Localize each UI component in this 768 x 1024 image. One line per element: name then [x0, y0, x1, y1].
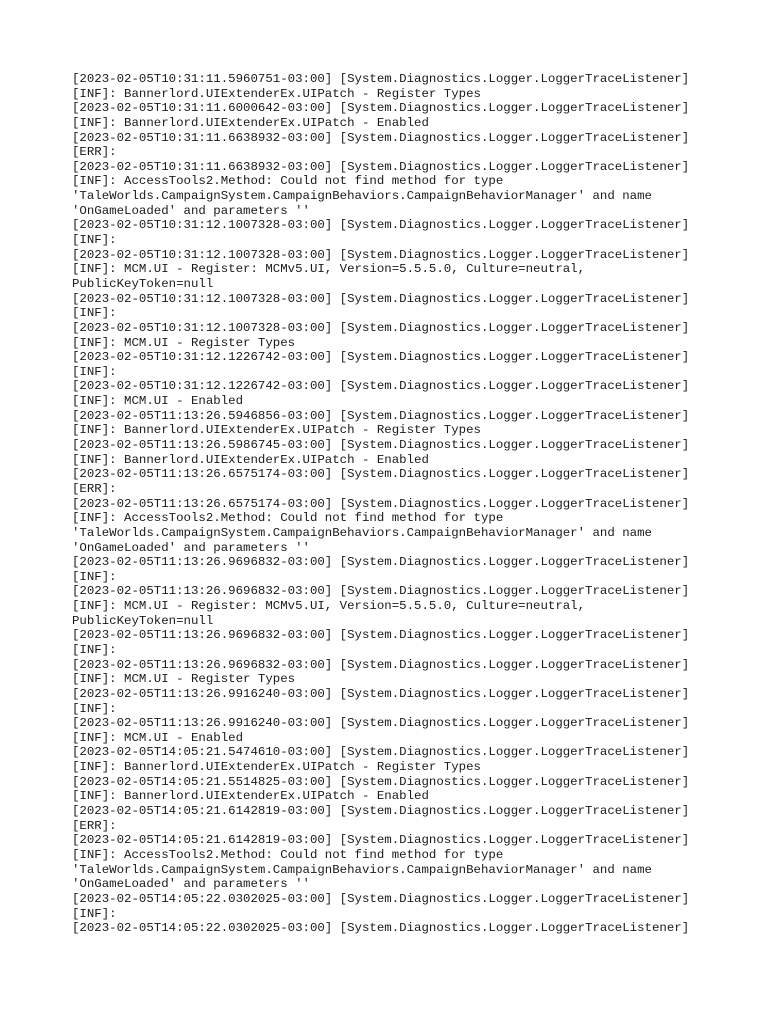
- log-line: [INF]: Bannerlord.UIExtenderEx.UIPatch - Enabled: [72, 789, 429, 804]
- log-line: [2023-02-05T14:05:21.6142819-03:00] [System.Diagnostics.Logger.LoggerTraceListener]: [72, 833, 690, 848]
- log-line: [2023-02-05T11:13:26.6575174-03:00] [System.Diagnostics.Logger.LoggerTraceListener]: [72, 496, 690, 511]
- log-line: [2023-02-05T14:05:21.5514825-03:00] [System.Diagnostics.Logger.LoggerTraceListener]: [72, 774, 690, 789]
- log-line: [ERR]:: [72, 818, 117, 833]
- log-line: [INF]:: [72, 642, 117, 657]
- log-line: [INF]: MCM.UI - Register: MCMv5.UI, Version=5.5.5.0, Culture=neutral,: [72, 262, 586, 277]
- log-body: [72, 72, 762, 936]
- log-line: [2023-02-05T14:05:21.5474610-03:00] [System.Diagnostics.Logger.LoggerTraceListener]: [72, 745, 690, 760]
- log-line: [2023-02-05T10:31:12.1007328-03:00] [System.Diagnostics.Logger.LoggerTraceListener]: [72, 218, 690, 233]
- log-line: [2023-02-05T10:31:12.1226742-03:00] [System.Diagnostics.Logger.LoggerTraceListener]: [72, 350, 690, 365]
- log-line: [INF]:: [72, 364, 117, 379]
- log-line: [2023-02-05T10:31:12.1007328-03:00] [System.Diagnostics.Logger.LoggerTraceListener]: [72, 247, 690, 262]
- log-line: PublicKeyToken=null: [72, 276, 214, 291]
- log-line: [ERR]:: [72, 481, 117, 496]
- log-line: [INF]:: [72, 306, 117, 321]
- log-line: 'TaleWorlds.CampaignSystem.CampaignBehaviors.CampaignBehaviorManager' and name: [72, 189, 652, 204]
- log-line: [INF]: MCM.UI - Enabled: [72, 730, 244, 745]
- log-line: [2023-02-05T14:05:22.0302025-03:00] [System.Diagnostics.Logger.LoggerTraceListener]: [72, 891, 690, 906]
- log-line: [INF]: MCM.UI - Register: MCMv5.UI, Version=5.5.5.0, Culture=neutral,: [72, 599, 586, 614]
- log-line: [2023-02-05T10:31:11.6000642-03:00] [System.Diagnostics.Logger.LoggerTraceListener]: [72, 101, 690, 116]
- log-line: 'OnGameLoaded' and parameters '': [72, 540, 310, 555]
- log-line: 'TaleWorlds.CampaignSystem.CampaignBehaviors.CampaignBehaviorManager' and name: [72, 862, 652, 877]
- log-line: [2023-02-05T10:31:12.1007328-03:00] [System.Diagnostics.Logger.LoggerTraceListener]: [72, 291, 690, 306]
- log-line: [2023-02-05T10:31:11.6638932-03:00] [System.Diagnostics.Logger.LoggerTraceListener]: [72, 159, 690, 174]
- log-line: [INF]: AccessTools2.Method: Could not find method for type: [72, 847, 504, 862]
- log-line: [2023-02-05T11:13:26.9916240-03:00] [System.Diagnostics.Logger.LoggerTraceListener]: [72, 716, 690, 731]
- log-line: [2023-02-05T11:13:26.9696832-03:00] [System.Diagnostics.Logger.LoggerTraceListener]: [72, 628, 690, 643]
- log-line: [INF]:: [72, 906, 117, 921]
- log-line: [INF]: Bannerlord.UIExtenderEx.UIPatch - Enabled: [72, 452, 429, 467]
- log-line: [2023-02-05T11:13:26.9696832-03:00] [System.Diagnostics.Logger.LoggerTraceListener]: [72, 584, 690, 599]
- log-line: [2023-02-05T11:13:26.9696832-03:00] [System.Diagnostics.Logger.LoggerTraceListener]: [72, 555, 690, 570]
- log-line: [INF]: AccessTools2.Method: Could not find method for type: [72, 511, 504, 526]
- log-line: [INF]: Bannerlord.UIExtenderEx.UIPatch - Enabled: [72, 115, 429, 130]
- log-line: [INF]: MCM.UI - Enabled: [72, 394, 244, 409]
- log-line: 'OnGameLoaded' and parameters '': [72, 203, 310, 218]
- log-line: [2023-02-05T10:31:12.1226742-03:00] [System.Diagnostics.Logger.LoggerTraceListener]: [72, 379, 690, 394]
- log-line: [2023-02-05T11:13:26.5946856-03:00] [System.Diagnostics.Logger.LoggerTraceListener]: [72, 408, 690, 423]
- log-line: [2023-02-05T11:13:26.9916240-03:00] [System.Diagnostics.Logger.LoggerTraceListener]: [72, 686, 690, 701]
- log-line: [INF]: Bannerlord.UIExtenderEx.UIPatch - Register Types: [72, 86, 481, 101]
- log-line: [INF]: Bannerlord.UIExtenderEx.UIPatch - Register Types: [72, 760, 481, 775]
- log-line: [2023-02-05T11:13:26.5986745-03:00] [System.Diagnostics.Logger.LoggerTraceListener]: [72, 438, 690, 453]
- log-line: [2023-02-05T11:13:26.9696832-03:00] [System.Diagnostics.Logger.LoggerTraceListener]: [72, 657, 690, 672]
- log-line: [INF]: MCM.UI - Register Types: [72, 672, 296, 687]
- log-line: [INF]:: [72, 701, 117, 716]
- log-line: PublicKeyToken=null: [72, 613, 214, 628]
- log-line: [INF]:: [72, 233, 117, 248]
- log-line: 'OnGameLoaded' and parameters '': [72, 877, 310, 892]
- log-line: [INF]: Bannerlord.UIExtenderEx.UIPatch - Register Types: [72, 423, 481, 438]
- log-line: [INF]: AccessTools2.Method: Could not find method for type: [72, 174, 504, 189]
- log-line: [INF]:: [72, 569, 117, 584]
- log-line: [2023-02-05T10:31:11.5960751-03:00] [System.Diagnostics.Logger.LoggerTraceListener]: [72, 72, 690, 86]
- log-line: [2023-02-05T14:05:22.0302025-03:00] [System.Diagnostics.Logger.LoggerTraceListener]: [72, 921, 690, 936]
- log-line: [INF]: MCM.UI - Register Types: [72, 335, 296, 350]
- log-line: [ERR]:: [72, 145, 117, 160]
- log-line: [2023-02-05T10:31:12.1007328-03:00] [System.Diagnostics.Logger.LoggerTraceListener]: [72, 320, 690, 335]
- log-line: [2023-02-05T14:05:21.6142819-03:00] [System.Diagnostics.Logger.LoggerTraceListener]: [72, 804, 690, 819]
- log-line: [2023-02-05T11:13:26.6575174-03:00] [System.Diagnostics.Logger.LoggerTraceListener]: [72, 467, 690, 482]
- log-line: [2023-02-05T10:31:11.6638932-03:00] [System.Diagnostics.Logger.LoggerTraceListener]: [72, 130, 690, 145]
- log-line: 'TaleWorlds.CampaignSystem.CampaignBehaviors.CampaignBehaviorManager' and name: [72, 525, 652, 540]
